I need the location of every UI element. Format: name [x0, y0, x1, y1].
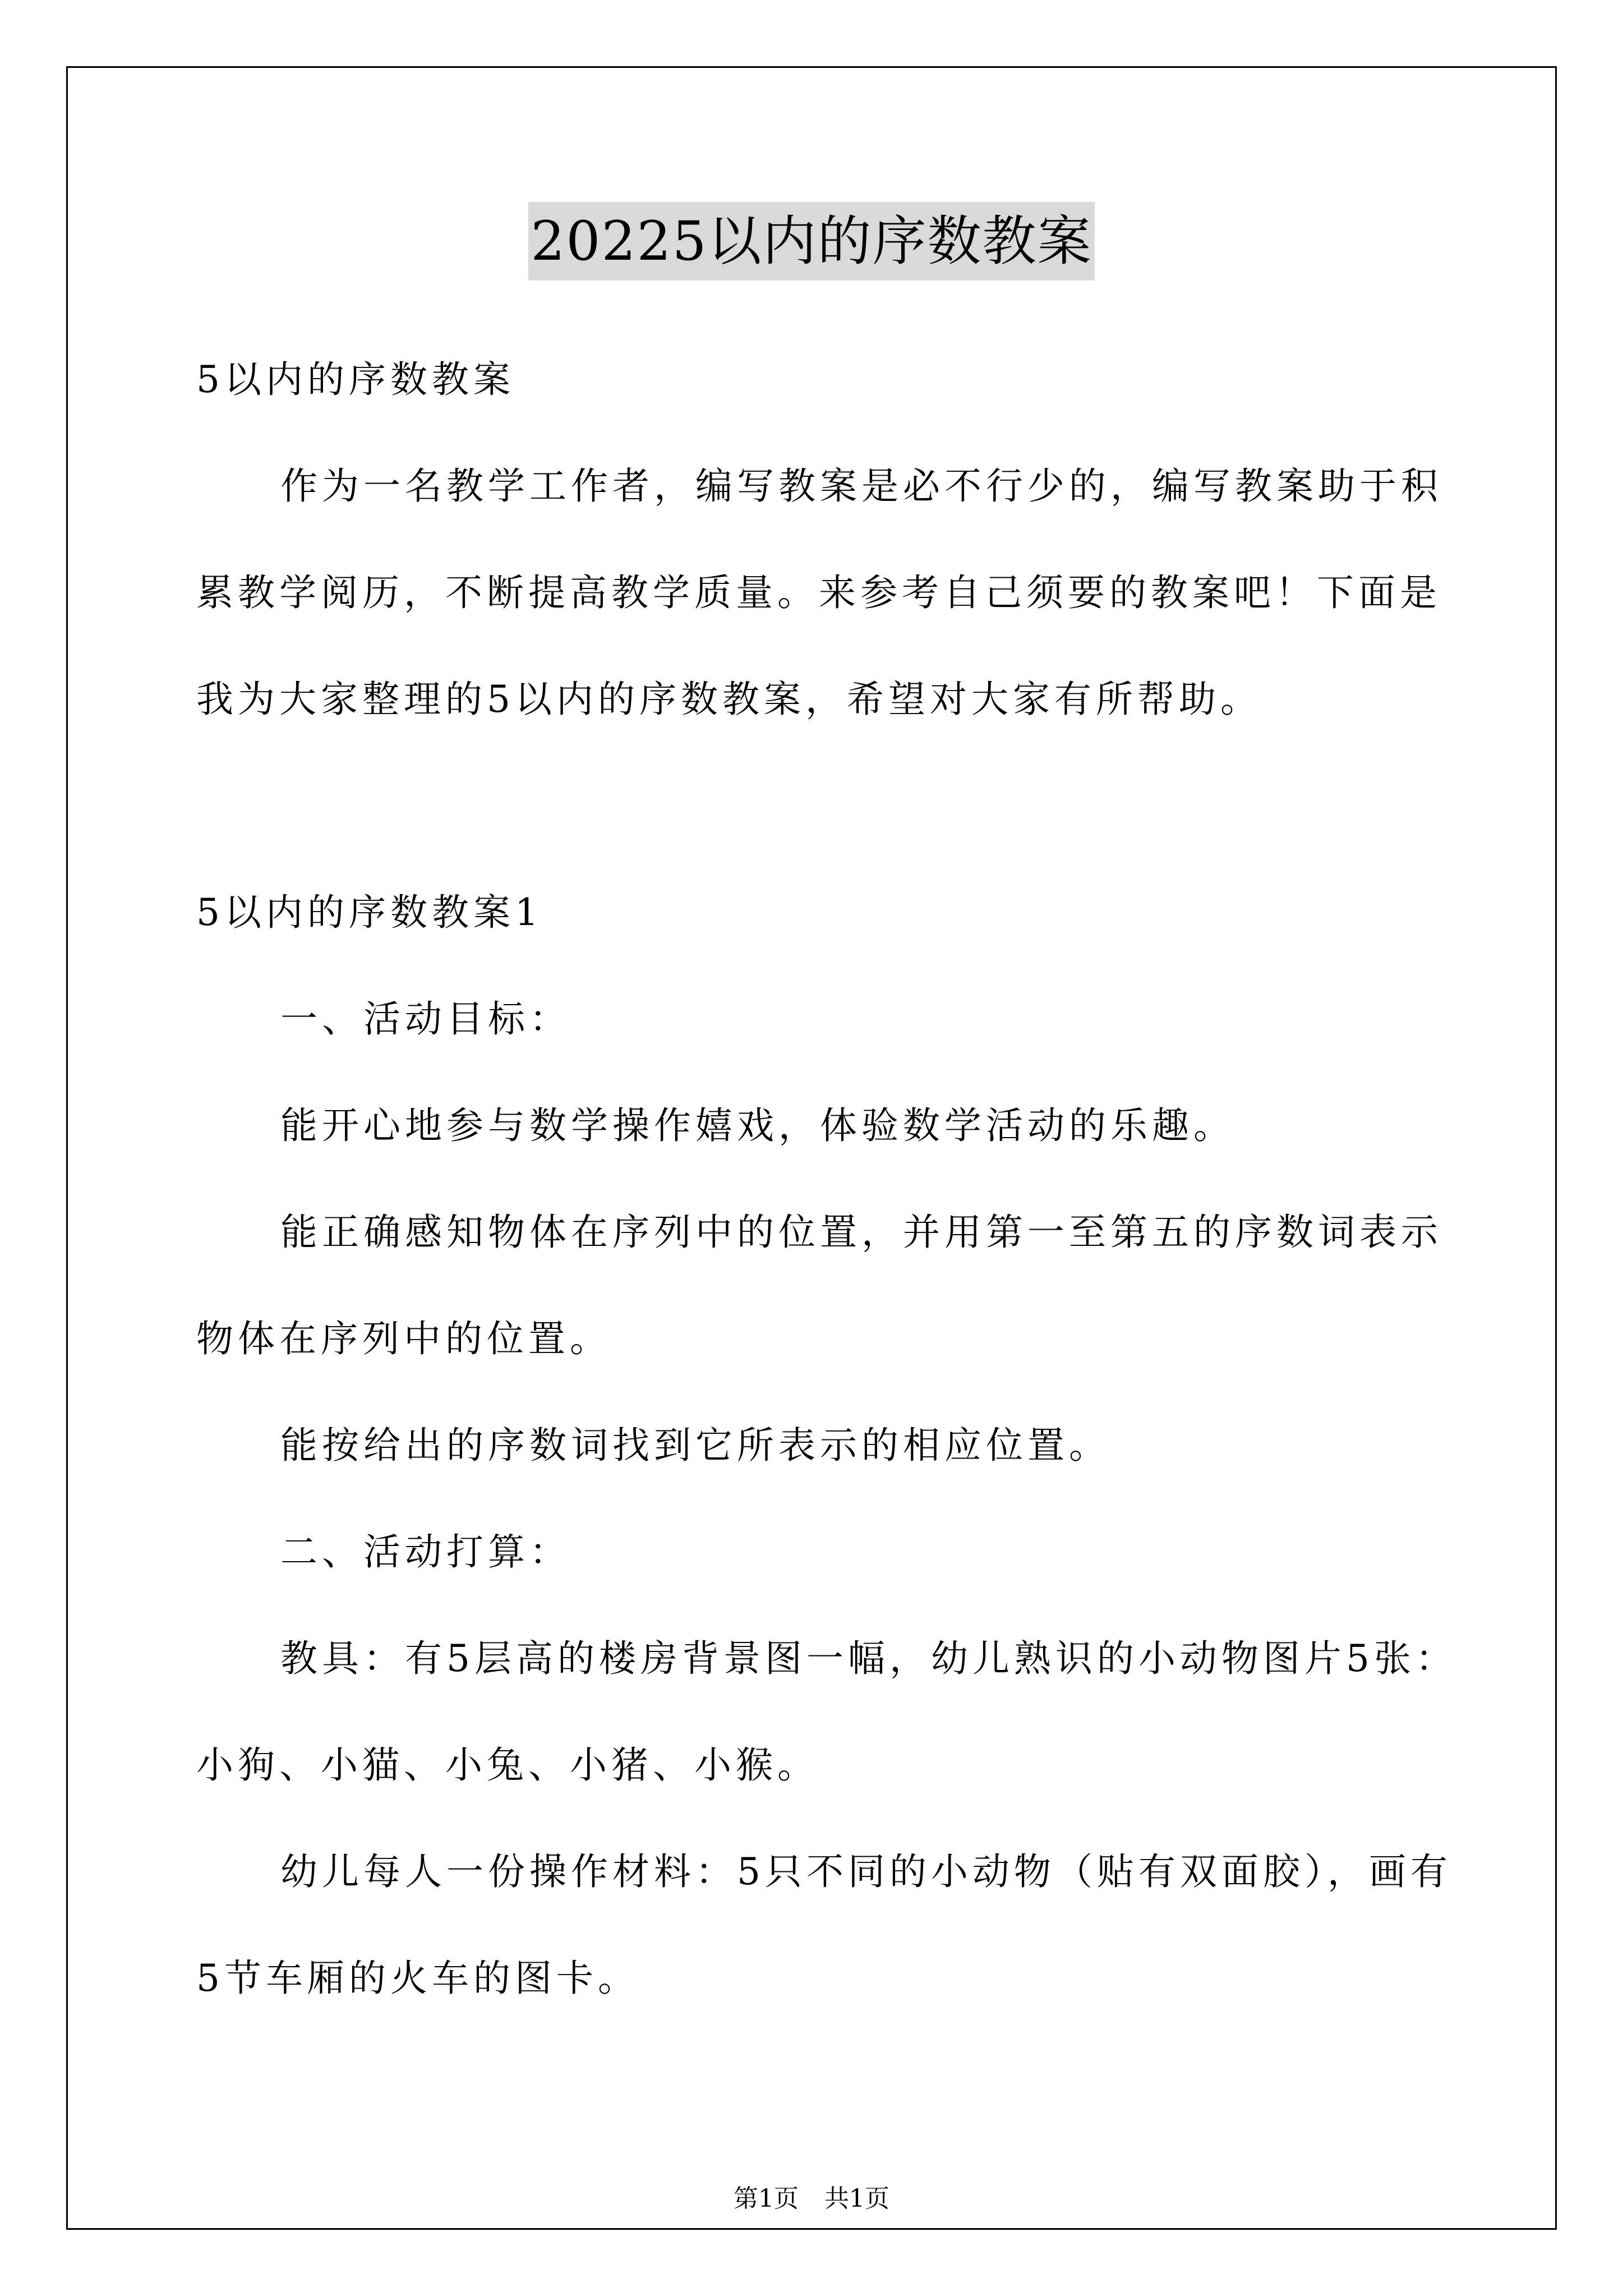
prep-item-1-line-2: 小狗、小猫、小兔、小猪、小猴。	[196, 1743, 819, 1787]
goal-item-2-line-2: 物体在序列中的位置。	[196, 1317, 611, 1360]
goal-item-2-line-1: 能正确感知物体在序列中的位置，并用第一至第五的序数词表示	[280, 1211, 1442, 1254]
page-footer	[0, 2182, 1623, 2216]
intro-line-3: 我为大家整理的5以内的序数教案，希望对大家有所帮助。	[196, 678, 1262, 721]
prep-heading: 二、活动打算：	[280, 1530, 571, 1573]
page-total: 共1页	[824, 2184, 889, 2213]
goal-item-1: 能开心地参与数学操作嬉戏，体验数学活动的乐趣。	[280, 1104, 1235, 1147]
document-subtitle: 5以内的序数教案	[196, 358, 515, 401]
section-heading: 5以内的序数教案1	[196, 891, 543, 934]
prep-item-2-line-2: 5节车厢的火车的图卡。	[196, 1957, 639, 2000]
document-title: 20225以内的序数教案	[528, 202, 1094, 280]
intro-line-2: 累教学阅历，不断提高教学质量。来参考自己须要的教案吧！下面是	[196, 571, 1441, 614]
prep-item-1-line-1: 教具：有5层高的楼房背景图一幅，幼儿熟识的小动物图片5张：	[280, 1637, 1457, 1680]
goal-heading: 一、活动目标：	[280, 997, 571, 1041]
prep-item-2-line-1: 幼儿每人一份操作材料：5只不同的小动物（贴有双面胶），画有	[280, 1850, 1452, 1893]
title-container	[0, 202, 1623, 280]
intro-line-1: 作为一名教学工作者，编写教案是必不行少的，编写教案助于积	[280, 464, 1442, 508]
page-number: 第1页	[734, 2184, 799, 2213]
goal-item-3: 能按给出的序数词找到它所表示的相应位置。	[280, 1424, 1110, 1467]
